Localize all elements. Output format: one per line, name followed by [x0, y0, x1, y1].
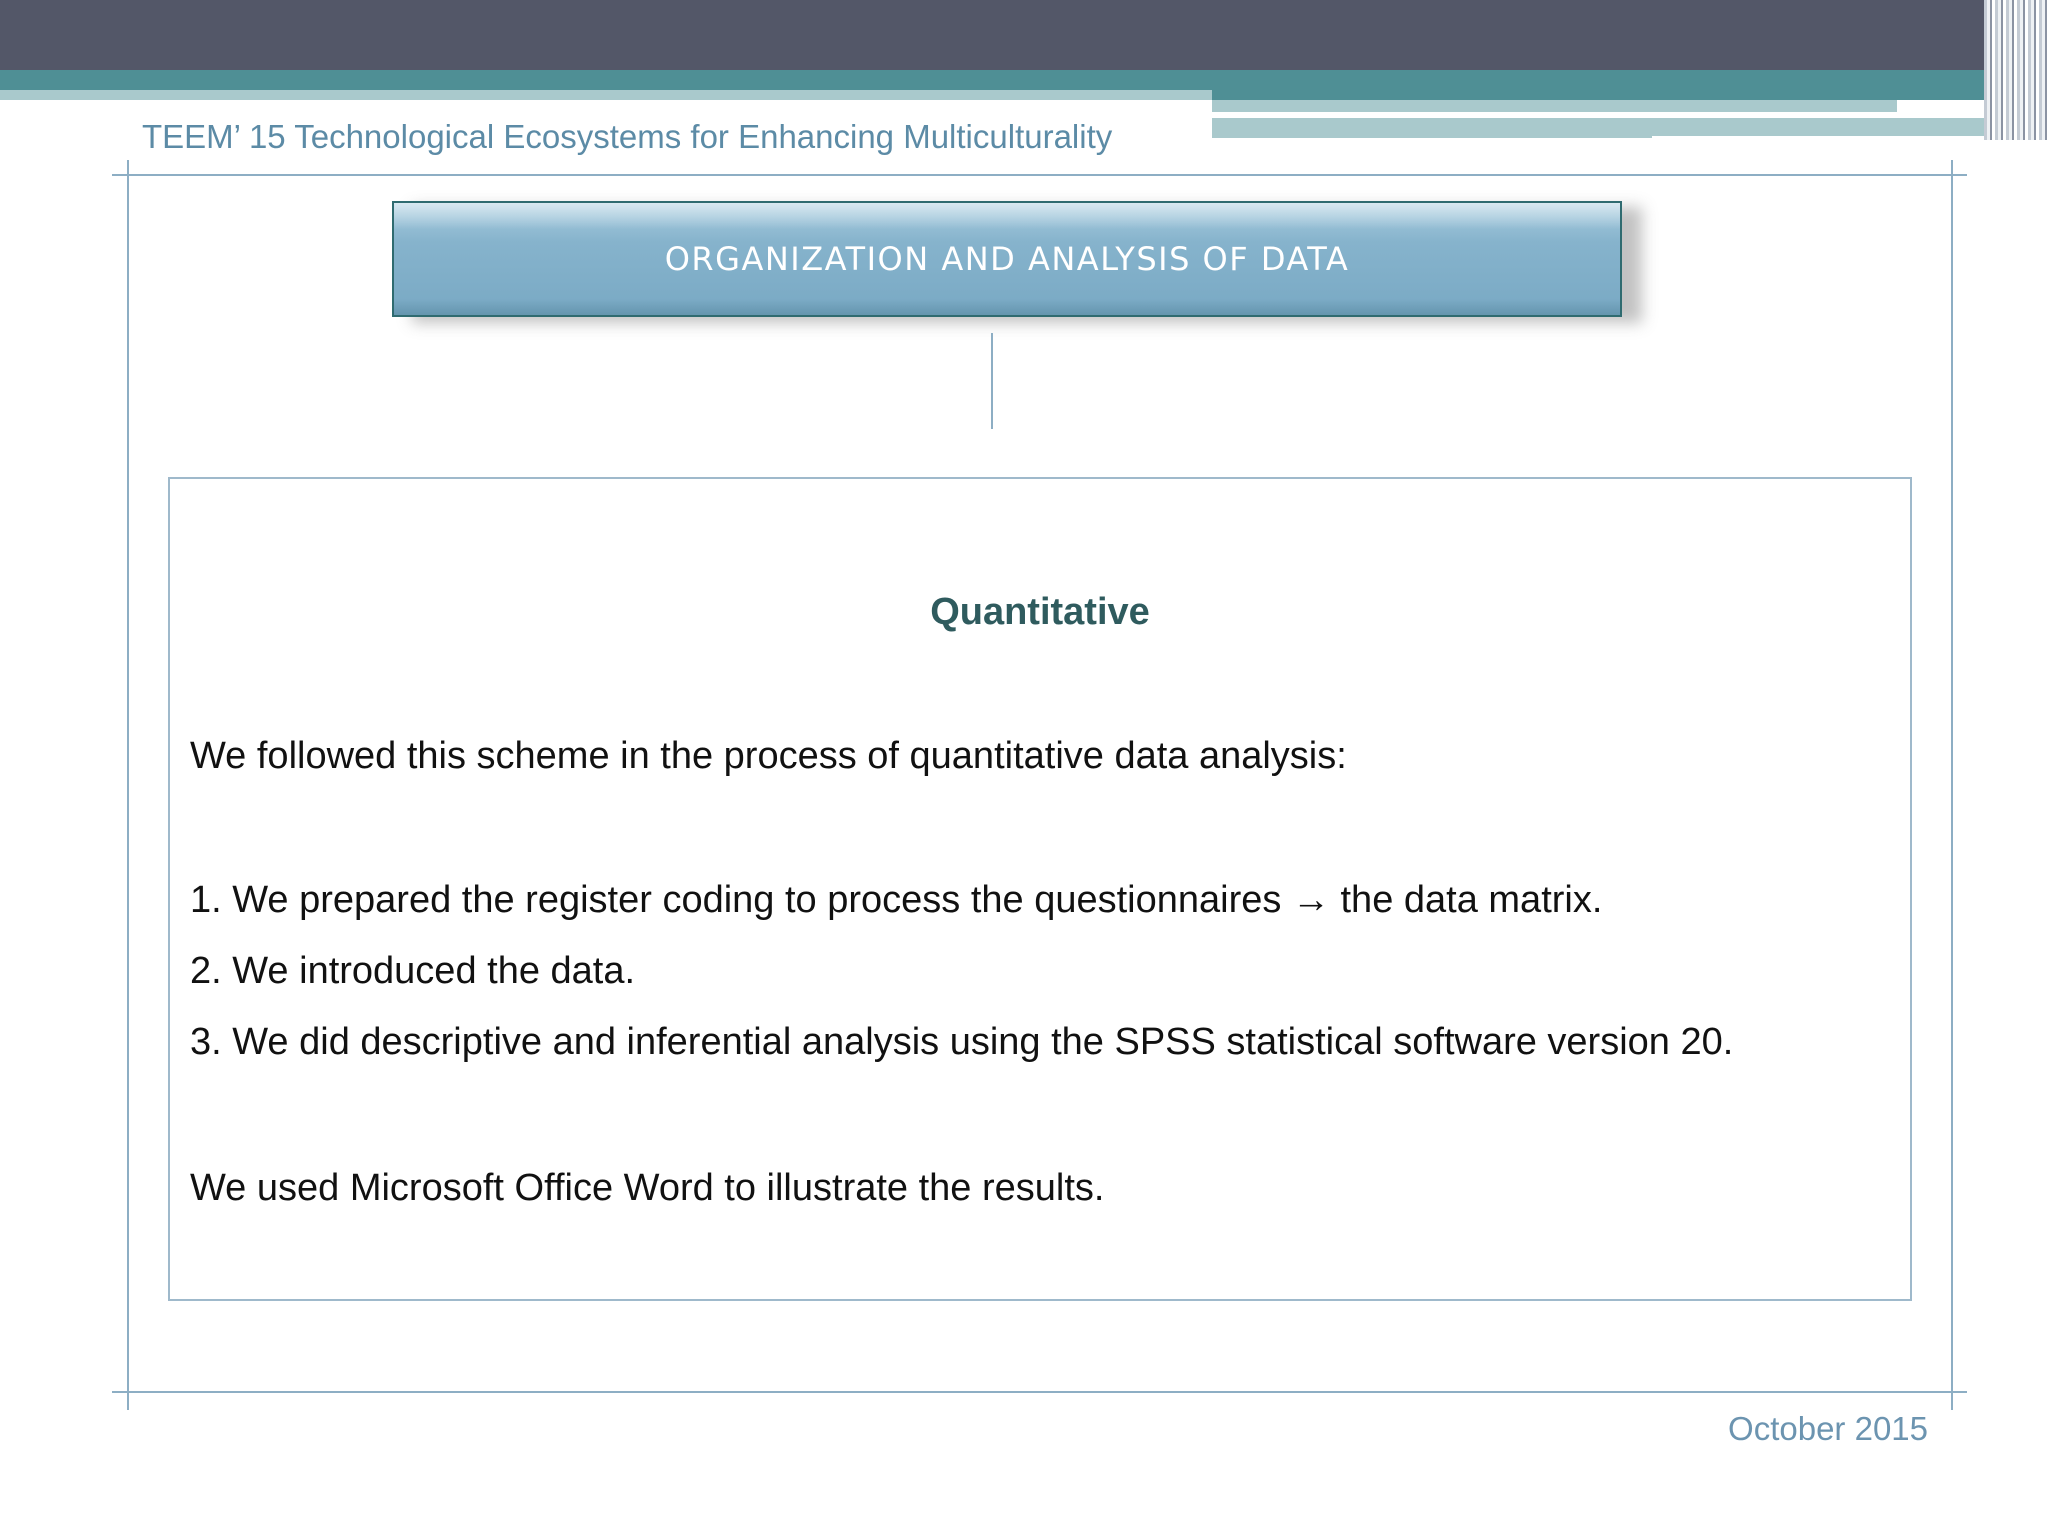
presentation-header: TEEM’ 15 Technological Ecosystems for Enhancing Multiculturality	[142, 118, 1113, 155]
content-box	[168, 477, 1912, 1301]
footer-date: October 2015	[1728, 1410, 1928, 1447]
banner-stripe	[0, 70, 1212, 90]
frame-line-top	[112, 174, 1967, 176]
frame-line-bottom	[112, 1391, 1967, 1393]
step-item: 3. We did descriptive and inferential analysis using the SPSS statistical software version 20.	[190, 1021, 1734, 1063]
frame-line-right	[1951, 160, 1953, 1410]
step-item: 1. We prepared the register coding to process the questionnaires → the data matrix.	[190, 879, 1603, 921]
banner-stripe	[1212, 118, 1652, 138]
frame-line-left	[127, 160, 129, 1410]
banner-divider	[1212, 112, 1897, 117]
step-item: 2. We introduced the data.	[190, 950, 636, 992]
banner-stripe	[1212, 70, 2002, 100]
banner-stripe	[0, 90, 1212, 100]
top-banner	[0, 0, 2048, 70]
slide-title-box	[392, 201, 1622, 317]
content-heading: Quantitative	[930, 591, 1150, 633]
slide-title: ORGANIZATION AND ANALYSIS OF DATA	[664, 240, 1350, 278]
connector-line	[991, 333, 993, 429]
banner-edge-stripes	[1984, 0, 2048, 140]
intro-text: We followed this scheme in the process of quantitative data analysis:	[190, 735, 1347, 777]
closing-text: We used Microsoft Office Word to illustrate the results.	[190, 1167, 1105, 1209]
banner-stripe	[1652, 118, 1997, 136]
